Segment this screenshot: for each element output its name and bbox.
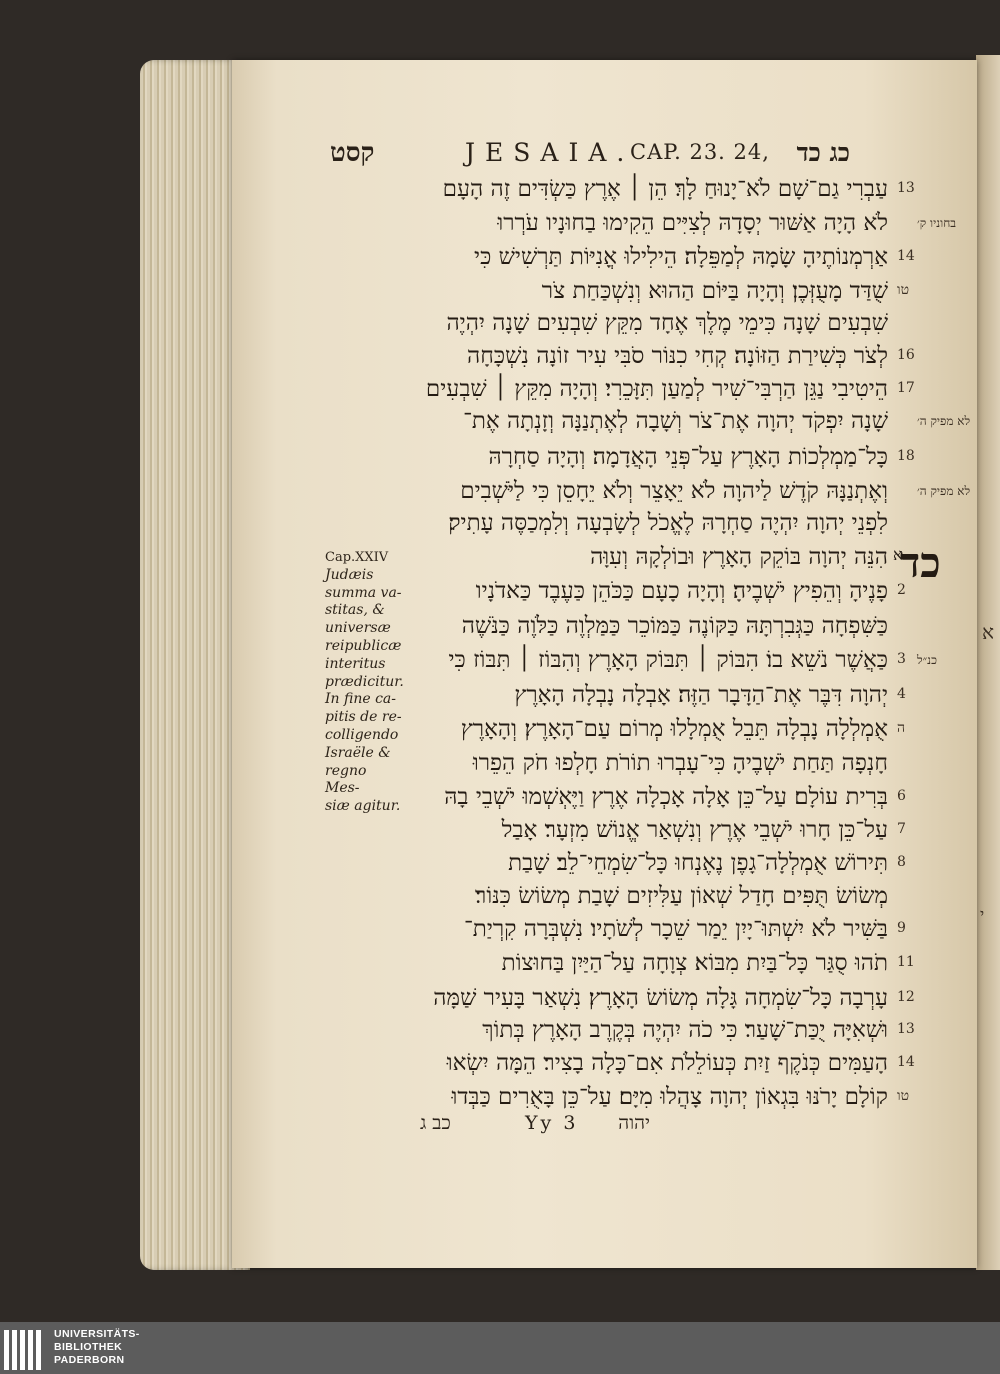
- text-line: [408, 981, 888, 1015]
- hebrew-line-text: שָׁנָה יִפְקֹד יְהוָה אֶת־צֹר וְשָׁבָה לְאֶתְנַנָּה וְזָנְתָה אֶת־: [463, 408, 888, 434]
- sidebar-line: Israële &: [325, 744, 391, 761]
- hebrew-line-text: תֹהוּ סֻגַּר כָּל־בַּיִת מִבּוֹא׃ צְוָחָה עַל־הַיַּיִן בַּחוּצוֹת: [501, 950, 888, 976]
- catchword: יהוה: [618, 1112, 650, 1134]
- hebrew-line-text: הֵיטִיבִי נַגֵּן הַרְבִּי־שִׁיר לְמַעַן תִּזָּכֵרִי׃ וְהָיָה מִקֵּץ ׀ שִׁבְעִים: [425, 376, 888, 402]
- verse-number: 13: [897, 180, 915, 196]
- text-line: [408, 712, 888, 746]
- hebrew-line-text: כָּל־מַמְלְכוֹת הָאָרֶץ עַל־פְּנֵי הָאֲדָמָה׃ וְהָיָה סַחְרָהּ: [488, 444, 888, 470]
- marginal-note: לא מפיק ה׳: [917, 414, 971, 428]
- hebrew-line-text: בַּשִּׁיר לֹא יִשְׁתּוּ־יָיִן יֵמַר שֵׁכָר לְשֹׁתָיו׃ נִשְׁבְּרָה קִרְיַת־: [463, 916, 888, 942]
- text-line: [408, 372, 888, 406]
- marginal-summary: [325, 549, 405, 816]
- hebrew-line-text: שֻׁדַּד מָעֻזְּכֶן׃ וְהָיָה בַּיּוֹם הַהוּא וְנִשְׁכַּחַת צֹר: [541, 278, 888, 304]
- text-line: [408, 206, 888, 240]
- verse-number: 7: [897, 821, 906, 837]
- chapter-initial: כד: [900, 538, 941, 587]
- chapter-initial-small: א: [893, 545, 903, 564]
- verse-number: 9: [897, 920, 906, 936]
- text-line: [408, 339, 888, 373]
- text-line: [408, 946, 888, 980]
- hebrew-line-text: קוֹלָם יָרֹנּוּ בִּגְאוֹן יְהוָה צָהֲלוּ מִיָּם׃ עַל־כֵּן בָּאֻרִים כַּבְּדוּ: [451, 1084, 888, 1110]
- hebrew-line-text: שִׁבְעִים שָׁנָה כִּימֵי מֶלֶךְ אֶחָד מִקֵּץ שִׁבְעִים שָׁנָה יִהְיֶה: [446, 310, 888, 336]
- chapter-label: CAP. 23. 24,: [630, 140, 770, 164]
- hebrew-line-text: חָנְפָה תַּחַת יֹשְׁבֶיהָ כִּי־עָבְרוּ תוֹרֹת חָלְפוּ חֹק הֵפֵרוּ: [472, 750, 888, 776]
- hebrew-line-text: לֹא הָיָה אַשּׁוּר יְסָדָהּ לְצִיִּים הֵקִימוּ בַחוּנָיו עֹרְרוּ: [497, 210, 888, 236]
- text-line: [408, 474, 888, 508]
- hebrew-line-text: עַל־כֵּן חָרוּ יֹשְׁבֵי אֶרֶץ וְנִשְׁאַר אֱנוֹשׁ מִזְעָר׃ אָבַל: [501, 817, 888, 843]
- text-line: [408, 780, 888, 814]
- hebrew-line-text: אַרְמְנוֹתֶיהָ שָׂמָהּ לְמַפֵּלָה׃ הֵילִילוּ אֳנִיּוֹת תַּרְשִׁישׁ כִּי: [474, 244, 888, 270]
- verse-number: טו: [897, 282, 910, 298]
- sidebar-line: Judæis: [325, 566, 374, 583]
- text-line: [408, 609, 888, 643]
- library-banner: [0, 1322, 1000, 1374]
- book-title: JESAIA.: [465, 138, 635, 167]
- page-footer: [420, 1112, 650, 1142]
- library-name: UNIVERSITÄTS- BIBLIOTHEK PADERBORN: [54, 1328, 140, 1366]
- hebrew-line-text: עָרְבָה כָּל־שִׂמְחָה גָּלָה מְשׂוֹשׂ הָאָרֶץ׃ נִשְׁאַר בָּעִיר שַׁמָּה: [433, 985, 888, 1011]
- hebrew-line-text: כַּאֲשֶׁר נֹשֵׁא בוֹ׃ הִבּוֹק ׀ תִּבּוֹק הָאָרֶץ וְהִבּוֹז ׀ תִּבּוֹז כִּי: [448, 647, 888, 673]
- hebrew-line-text: תִּירוֹשׁ אֻמְלְלָה־גָפֶן נֶאֶנְחוּ כָּל־שִׂמְחֵי־לֵב׃ שָׁבַת: [508, 850, 888, 876]
- hebrew-line-text: לְצֹר כְּשִׁירַת הַזּוֹנָה׃ קְחִי כִנּוֹר סֹבִּי עִיר זוֹנָה נִשְׁכָּחָה: [467, 343, 888, 369]
- hebrew-line-text: פָנֶיהָ וְהֵפִיץ יֹשְׁבֶיהָ׃ וְהָיָה כָעָם כַּכֹּהֵן כַּעֶבֶד כַּאדֹנָיו: [475, 578, 888, 604]
- facing-page-edge: [976, 55, 1000, 1270]
- footer-hebrew-left: כב ג: [420, 1112, 451, 1134]
- signature-mark: Yy 3: [525, 1112, 579, 1134]
- verse-number: 2: [897, 582, 906, 598]
- sidebar-line: stitas, &: [325, 602, 385, 619]
- verse-number: 8: [897, 854, 906, 870]
- hebrew-line-text: יְהוָה דִּבֶּר אֶת־הַדָּבָר הַזֶּה׃ אָבְלָה נָבְלָה הָאָרֶץ: [514, 682, 888, 708]
- hebrew-line-text: הִנֵּה יְהוָה בּוֹקֵק הָאָרֶץ וּבוֹלְקָהּ וְעִוָּה: [590, 544, 888, 570]
- text-line: [408, 306, 888, 340]
- hebrew-line-text: הָעַמִּים כְּנֹקֶף זַיִת כְּעוֹלֵלֹת אִם־כָּלָה בָצִיר׃ הֵמָּה יִשְׂאוּ: [446, 1050, 888, 1076]
- sidebar-line: summa va-: [325, 584, 402, 601]
- verse-number: 4: [897, 686, 906, 702]
- text-line: [408, 846, 888, 880]
- text-line: [408, 540, 888, 574]
- hebrew-line-text: לִפְנֵי יְהוָה יִהְיֶה סַחְרָהּ לֶאֱכֹל לְשָׂבְעָה וְלִמְכַסֶּה עָתִיק׃: [448, 510, 888, 536]
- hebrew-line-text: עַבְרִי גַם־שָׁם לֹא־יָנוּחַ לָךְ׃ הֵן ׀ אֶרֶץ כַּשְׂדִּים זֶה הָעָם: [442, 176, 888, 202]
- library-logo-icon: [4, 1330, 48, 1370]
- text-line: [408, 172, 888, 206]
- text-line: [408, 240, 888, 274]
- text-line: [408, 879, 888, 913]
- hebrew-line-text: אֻמְלְלָה נָבְלָה תֵּבֵל אֻמְלָלוּ מְרוֹם עַם־הָאָרֶץ׃ וְהָאָרֶץ: [460, 716, 888, 742]
- text-line: [408, 678, 888, 712]
- text-line: [408, 912, 888, 946]
- sidebar-line: In fine ca-: [325, 691, 397, 708]
- hebrew-line-text: כַּשִּׁפְחָה כַּגְּבִרְתָּהּ כַּקּוֹנֶה כַּמּוֹכֵר כַּמַּלְוֶה כַּלֹּוֶה כַּנֹּשֶׁה: [461, 613, 888, 639]
- text-line: [408, 746, 888, 780]
- hebrew-line-text: מְשׂוֹשׂ תֻּפִּים חָדַל שְׁאוֹן עַלִּיזִים שָׁבַת מְשׂוֹשׂ כִּנּוֹר׃: [475, 883, 888, 909]
- text-line: [408, 1013, 888, 1047]
- text-line: [408, 274, 888, 308]
- text-line: [408, 574, 888, 608]
- verse-number: טו: [897, 1088, 910, 1104]
- text-line: [408, 440, 888, 474]
- verse-number: 14: [897, 1054, 915, 1070]
- sidebar-line: pitis de re-: [325, 709, 402, 726]
- sidebar-line: reipublicæ: [325, 637, 402, 654]
- marginal-note: לא מפיק ה׳: [917, 484, 971, 498]
- page-number: קסט: [330, 138, 375, 168]
- verse-number: 16: [897, 347, 915, 363]
- verse-number: 6: [897, 788, 906, 804]
- verse-number: 14: [897, 248, 915, 264]
- text-line: [408, 1080, 888, 1114]
- verse-number: 12: [897, 989, 915, 1005]
- verse-number: ה: [897, 720, 906, 736]
- text-line: [408, 506, 888, 540]
- text-line: [408, 1046, 888, 1080]
- chapter-hebrew: כג כד: [796, 138, 850, 167]
- running-header: [330, 138, 850, 172]
- sidebar-line: universæ: [325, 620, 391, 637]
- verse-number: 13: [897, 1021, 915, 1037]
- sidebar-line: regno Mes-: [325, 762, 367, 797]
- sidebar-line: prædicitur.: [325, 673, 404, 690]
- text-line: [408, 643, 888, 677]
- marginal-note: בחוניו ק׳: [917, 216, 957, 230]
- facing-page-letter: א: [982, 620, 995, 644]
- verse-number: 11: [897, 954, 915, 970]
- text-line: [408, 404, 888, 438]
- sidebar-line: siæ agitur.: [325, 798, 401, 815]
- verse-number: 17: [897, 380, 915, 396]
- verse-number: 18: [897, 448, 915, 464]
- text-line: [408, 813, 888, 847]
- sidebar-line: interitus: [325, 655, 386, 672]
- hebrew-line-text: בְּרִית עוֹלָם׃ עַל־כֵּן אָלָה אָכְלָה אֶרֶץ וַיֶּאְשְׁמוּ יֹשְׁבֵי בָהּ: [444, 784, 888, 810]
- verse-number: 3: [897, 651, 906, 667]
- sidebar-line: colligendo: [325, 726, 399, 743]
- hebrew-line-text: וּשְׁאִיָּה יֻכַּת־שָׁעַר׃ כִּי כֹה יִהְיֶה בְּקֶרֶב הָאָרֶץ בְּתוֹךְ: [482, 1017, 888, 1043]
- sidebar-chapter-label: Cap.XXIV: [325, 550, 389, 565]
- marginal-note: כנ״ל: [917, 653, 937, 667]
- hebrew-line-text: וְאֶתְנַנָּהּ קֹדֶשׁ לַיהוָה לֹא יֵאָצֵר וְלֹא יֵחָסֵן כִּי לַיֹּשְׁבִים: [460, 478, 888, 504]
- facing-page-letter: י: [980, 905, 985, 924]
